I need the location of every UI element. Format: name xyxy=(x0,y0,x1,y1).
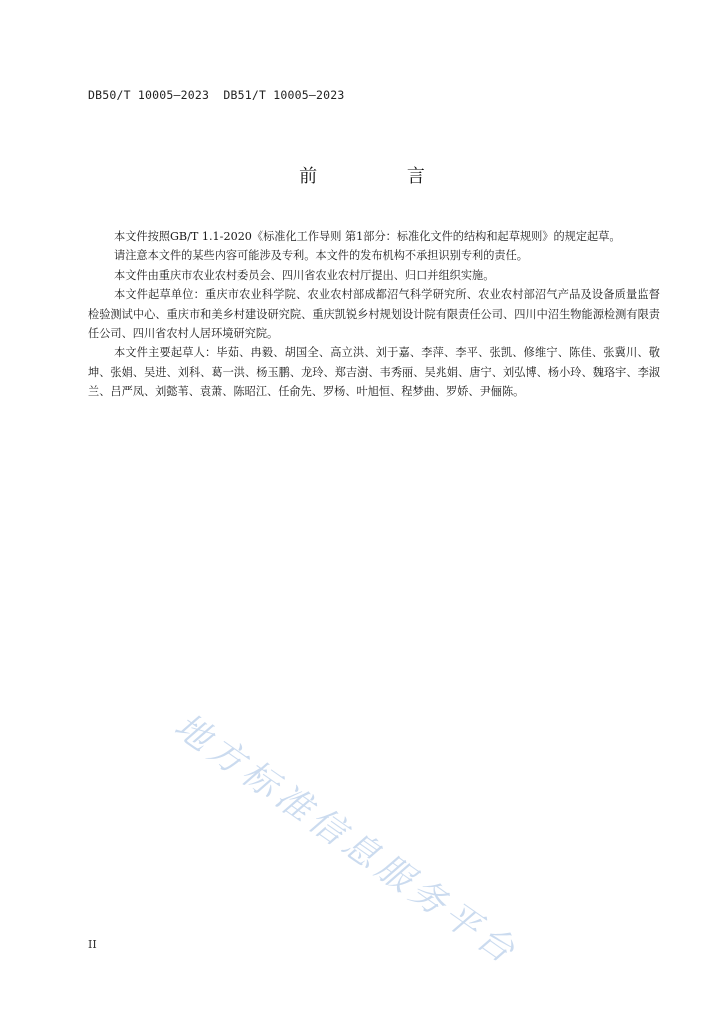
page-number: II xyxy=(88,938,97,951)
watermark-text: 地方标准信息服务平台 xyxy=(166,706,526,975)
paragraph-drafting-units: 本文件起草单位：重庆市农业科学院、农业农村部成都沼气科学研究所、农业农村部沼气产品及设备质量监督检验测试中心、重庆市和美乡村建设研究院、重庆凯锐乡村规划设计院有限责任公司、四川中沼生物能源检测有限责任公司、四川省农村人居环境研究院。 xyxy=(88,288,660,341)
paragraph-drafting-rules: 本文件按照GB/T 1.1-2020《标准化工作导则 第1部分：标准化文件的结构和起草规则》的规定起草。 xyxy=(114,230,621,243)
paragraph-proposer: 本文件由重庆市农业农村委员会、四川省农业农村厅提出、归口并组织实施。 xyxy=(114,268,495,282)
paragraph-patent-notice: 请注意本文件的某些内容可能涉及专利。本文件的发布机构不承担识别专利的责任。 xyxy=(114,249,528,263)
paragraph-drafters: 本文件主要起草人：毕茹、冉毅、胡国全、高立洪、刘于嘉、李萍、李平、张凯、修维宁、陈佳、张冀川、敬坤、张娟、吴进、刘科、葛一洪、杨玉鹏、龙玲、郑吉澍、韦秀丽、吴兆娟、唐宁、刘弘博、杨小玲、魏珞宇、李淑兰、吕严凤、刘懿苇、袁萧、陈昭江、任俞先、罗杨、叶旭恒、程梦曲、罗娇、尹俪陈。 xyxy=(88,346,660,399)
section-title: 前 言 xyxy=(299,166,467,187)
document-code-header: DB50/T 10005—2023 DB51/T 10005—2023 xyxy=(88,88,345,102)
foreword-body xyxy=(88,227,660,402)
